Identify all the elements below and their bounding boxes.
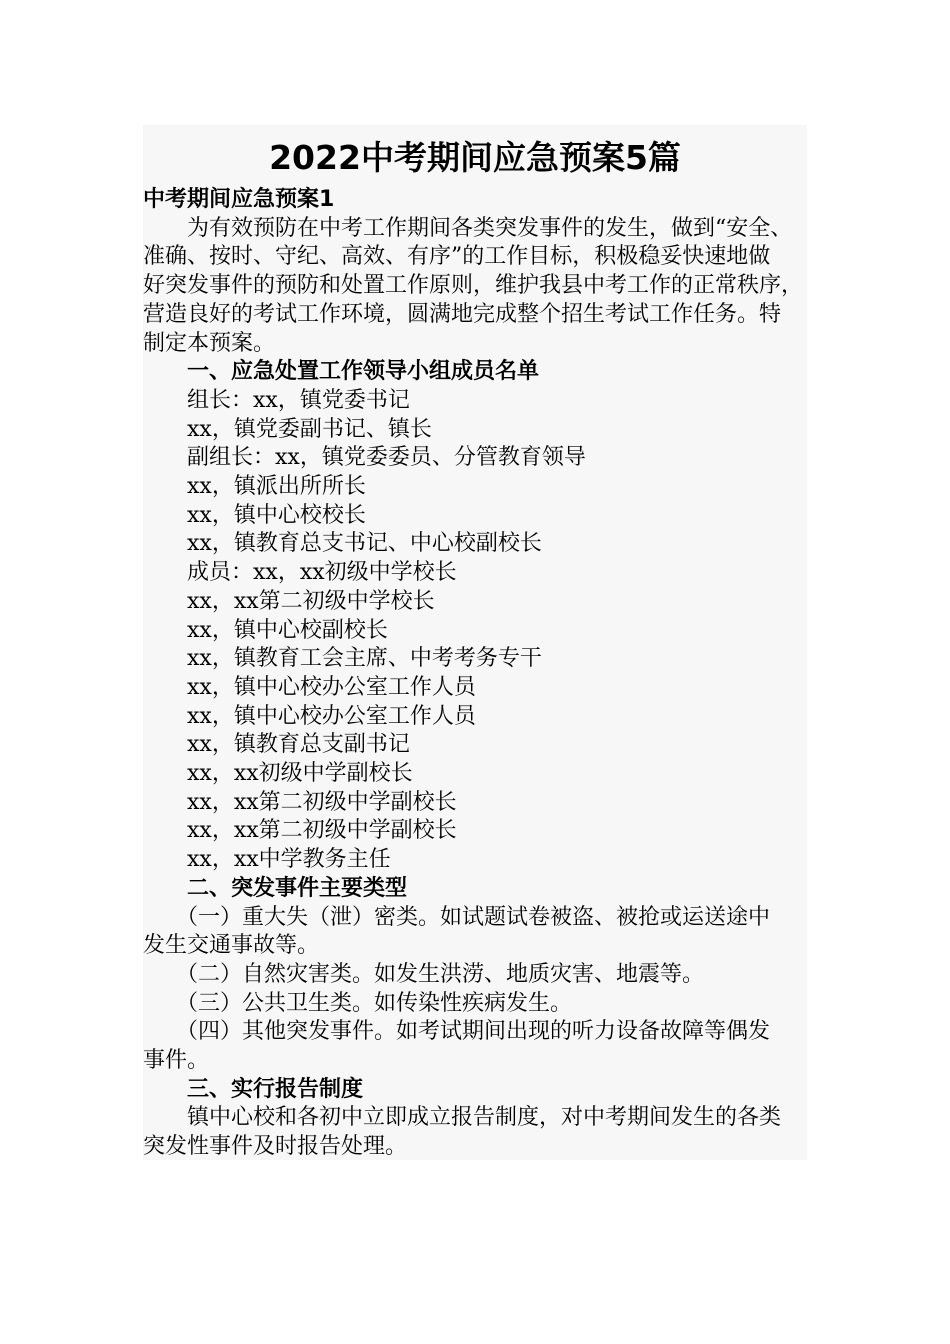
intro-line: 制定本预案。 bbox=[143, 330, 276, 356]
member-line: xx，镇教育工会主席、中考考务专干 bbox=[143, 646, 542, 672]
section-heading: 中考期间应急预案1 bbox=[143, 187, 335, 212]
member-line: xx，xx第二初级中学副校长 bbox=[143, 818, 457, 844]
document-page bbox=[143, 125, 807, 1160]
member-line: xx，镇党委副书记、镇长 bbox=[143, 416, 432, 442]
member-line: xx，镇中心校校长 bbox=[143, 502, 366, 528]
part-heading-2: 二、突发事件主要类型 bbox=[143, 875, 408, 901]
member-line: xx，镇中心校办公室工作人员 bbox=[143, 703, 476, 729]
part-heading-1: 一、应急处置工作领导小组成员名单 bbox=[143, 359, 540, 385]
type-line: （二）自然灾害类。如发生洪涝、地质灾害、地震等。 bbox=[143, 961, 705, 987]
type-line: 事件。 bbox=[143, 1048, 210, 1073]
intro-line: 营造良好的考试工作环境，圆满地完成整个招生考试工作任务。特 bbox=[143, 301, 782, 327]
report-line: 镇中心校和各初中立即成立报告制度，对中考期间发生的各类 bbox=[143, 1105, 782, 1131]
part-heading-3: 三、实行报告制度 bbox=[143, 1076, 364, 1102]
type-line: （四）其他突发事件。如考试期间出现的听力设备故障等偶发 bbox=[143, 1019, 771, 1045]
member-line: xx，xx中学教务主任 bbox=[143, 847, 391, 873]
report-line: 突发性事件及时报告处理。 bbox=[143, 1134, 408, 1160]
member-line: 副组长：xx，镇党委委员、分管教育领导 bbox=[143, 445, 586, 471]
member-line: xx，xx第二初级中学副校长 bbox=[143, 789, 457, 815]
member-line: xx，镇派出所所长 bbox=[143, 474, 366, 499]
intro-line: 好突发事件的预防和处置工作原则，维护我县中考工作的正常秩序， bbox=[143, 273, 804, 299]
member-line: xx，镇教育总支书记、中心校副校长 bbox=[143, 531, 542, 557]
type-line: 发生交通事故等。 bbox=[143, 933, 320, 959]
member-line: xx，镇中心校副校长 bbox=[143, 617, 388, 643]
type-line: （一）重大失（泄）密类。如试题试卷被盗、被抢或运送途中 bbox=[143, 904, 771, 930]
member-line: xx，镇教育总支副书记 bbox=[143, 732, 410, 758]
intro-line: 准确、按时、守纪、高效、有序”的工作目标，积极稳妥快速地做 bbox=[143, 244, 771, 270]
member-line: 组长：xx，镇党委书记 bbox=[143, 387, 410, 413]
member-line: 成员：xx，xx初级中学校长 bbox=[143, 560, 457, 586]
intro-line: 为有效预防在中考工作期间各类突发事件的发生，做到“安全、 bbox=[143, 215, 793, 241]
member-line: xx，xx第二初级中学校长 bbox=[143, 588, 435, 614]
member-line: xx，xx初级中学副校长 bbox=[143, 761, 413, 786]
document-title: 2022中考期间应急预案5篇 bbox=[269, 138, 681, 177]
member-line: xx，镇中心校办公室工作人员 bbox=[143, 674, 476, 700]
type-line: （三）公共卫生类。如传染性疾病发生。 bbox=[143, 990, 573, 1016]
